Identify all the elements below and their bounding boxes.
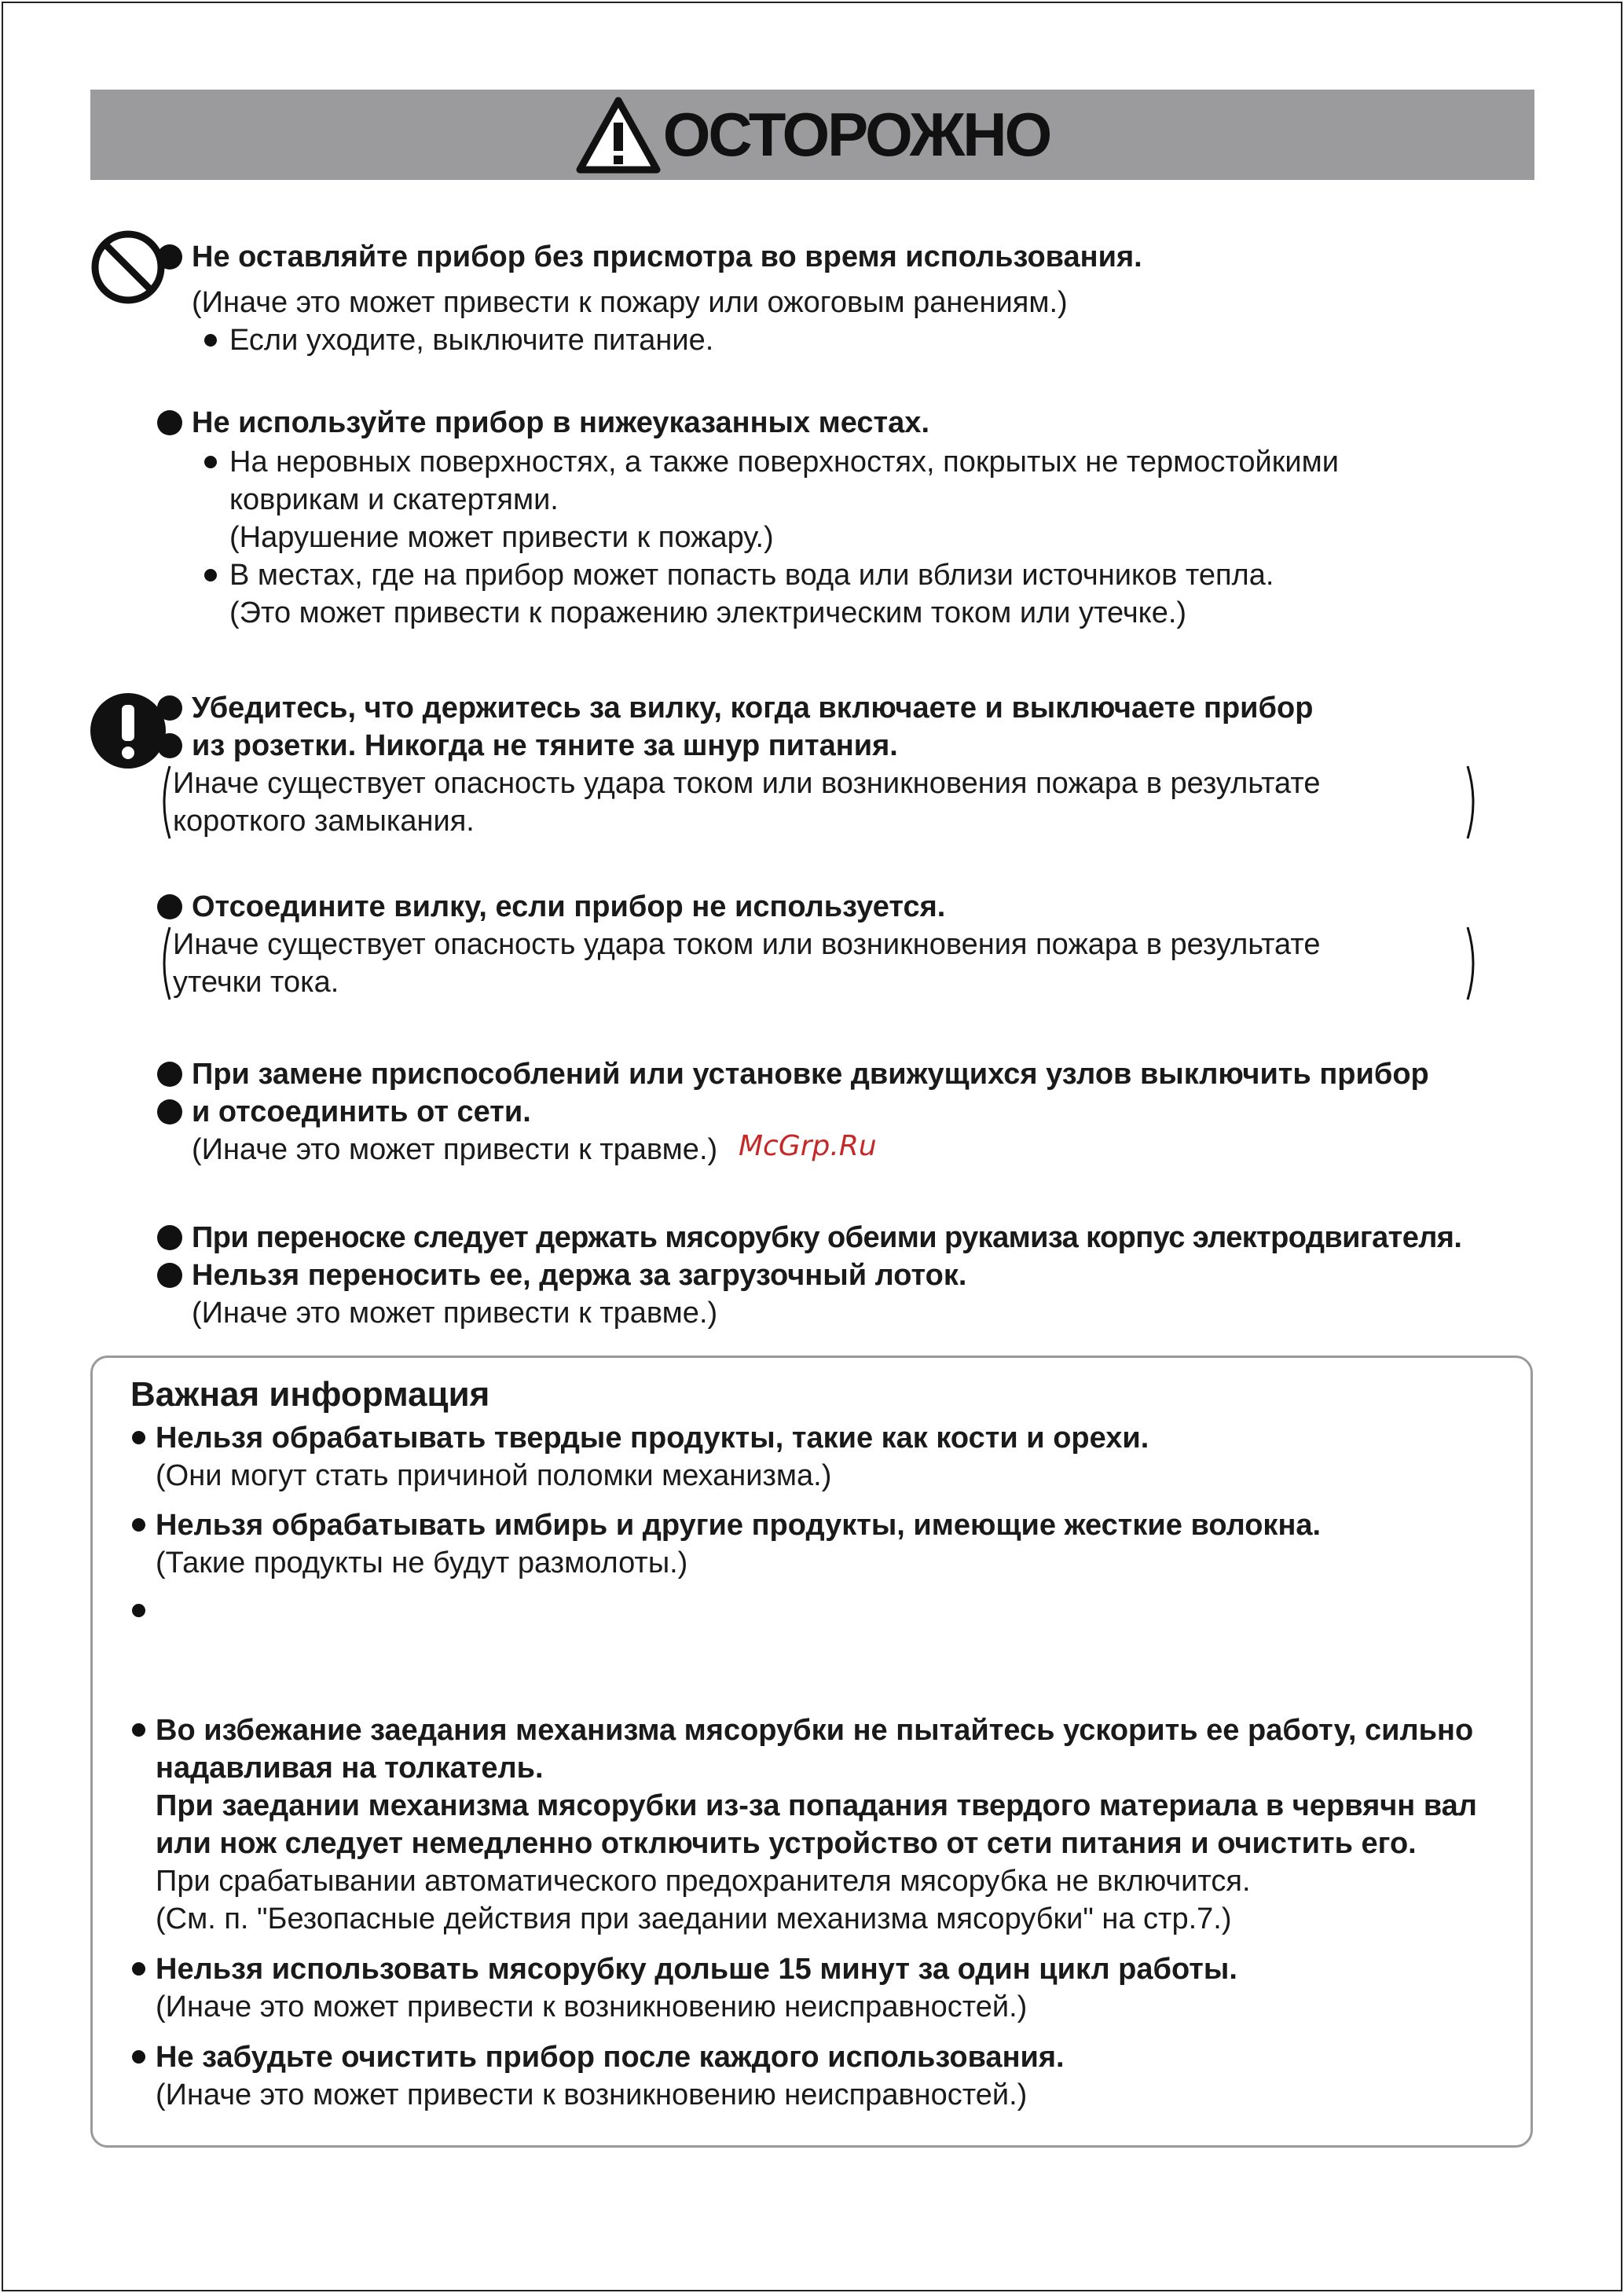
right-bracket bbox=[1465, 765, 1480, 840]
info-item-3 bbox=[156, 1711, 1523, 1938]
info-text: Не забудьте очистить прибор после каждого использования. bbox=[156, 2038, 1523, 2076]
prohibition-icon bbox=[89, 228, 167, 306]
warning-reason-block bbox=[129, 926, 1461, 1001]
warning-subitem-continued: коврикам и скатертями. bbox=[229, 483, 559, 516]
warning-reason: (Иначе это может привести к пожару или ожоговым ранениям.) bbox=[192, 286, 1068, 319]
warning-text: Убедитесь, что держитесь за вилку, когда включаете и выключаете прибор bbox=[192, 689, 1559, 727]
warning-reason-block bbox=[129, 765, 1461, 840]
info-item-1 bbox=[156, 1419, 1523, 1495]
warning-item-3 bbox=[173, 689, 1559, 840]
info-reason: (Иначе это может привести к возникновению неисправностей.) bbox=[156, 2078, 1028, 2111]
info-note: При срабатывании автоматического предохранителя мясорубка не включится. bbox=[156, 1865, 1251, 1898]
warning-text: Отсоедините вилку, если прибор не используется. bbox=[192, 888, 1559, 926]
info-text-continued: или нож следует немедленно отключить устройство от сети питания и очистить его. bbox=[156, 1827, 1417, 1860]
warning-item-2 bbox=[192, 404, 1559, 632]
info-item-4 bbox=[156, 1950, 1523, 2026]
info-text-continued: При заедании механизма мясорубки из-за попадания твердого материала в червячн вал bbox=[156, 1789, 1477, 1822]
warning-reason: Иначе существует опасность удара током или возникновения пожара в результате bbox=[173, 767, 1321, 800]
warning-reason: (Иначе это может привести к травме.) bbox=[192, 1297, 718, 1330]
info-text: Нельзя обрабатывать имбирь и другие продукты, имеющие жесткие волокна. bbox=[156, 1506, 1523, 1544]
warning-text-continued: из розетки. Никогда не тяните за шнур питания. bbox=[192, 727, 1559, 765]
info-item-5 bbox=[156, 2038, 1523, 2114]
info-text: Нельзя использовать мясорубку дольше 15 минут за один цикл работы. bbox=[156, 1950, 1523, 1988]
warning-subitem: В местах, где на прибор может попасть вода или вблизи источников тепла. bbox=[154, 556, 1559, 594]
warning-reason: Иначе существует опасность удара током или возникновения пожара в результате bbox=[173, 928, 1321, 961]
right-bracket bbox=[1465, 926, 1480, 1001]
info-reason: (Они могут стать причиной поломки механизма.) bbox=[156, 1459, 832, 1492]
warning-reason: короткого замыкания. bbox=[173, 805, 475, 838]
caution-header bbox=[90, 90, 1534, 180]
watermark: McGrp.Ru bbox=[739, 1130, 877, 1162]
warning-subitem: На неровных поверхностях, а также поверхностях, покрытых не термостойкими bbox=[154, 443, 1559, 481]
warning-text-continued: и отсоединить от сети. bbox=[192, 1093, 1559, 1131]
warning-reason: (Это может привести к поражению электрическим током или утечке.) bbox=[229, 596, 1187, 629]
warning-text: Не оставляйте прибор без присмотра во время использования. bbox=[192, 238, 1559, 276]
warning-triangle-icon bbox=[575, 96, 662, 174]
caution-title: ОСТОРОЖНО bbox=[662, 100, 1050, 169]
info-reason: (Такие продукты не будут размолоты.) bbox=[156, 1546, 688, 1579]
warning-item-4 bbox=[173, 888, 1559, 1001]
warning-text: При переноске следует держать мясорубку обеими рукамиза корпус электродвигателя. bbox=[192, 1219, 1543, 1257]
warning-item-6 bbox=[192, 1219, 1543, 1332]
warning-reason: утечки тока. bbox=[173, 966, 339, 999]
info-reason: (Иначе это может привести к возникновению неисправностей.) bbox=[156, 1990, 1028, 2023]
important-info-title: Важная информация bbox=[130, 1375, 490, 1414]
warning-text-continued: Нельзя переносить ее, держа за загрузочный лоток. bbox=[192, 1257, 1543, 1294]
info-note: (См. п. "Безопасные действия при заедании механизма мясорубки" на стр.7.) bbox=[156, 1902, 1232, 1935]
info-text: Во избежание заедания механизма мясорубки не пытайтесь ускорить ее работу, сильно bbox=[156, 1711, 1523, 1749]
warning-item-1 bbox=[192, 238, 1559, 359]
info-item-2 bbox=[156, 1506, 1523, 1582]
warning-reason: (Нарушение может привести к пожару.) bbox=[229, 521, 774, 554]
info-text: Нельзя обрабатывать твердые продукты, такие как кости и орехи. bbox=[156, 1419, 1523, 1457]
left-bracket bbox=[157, 926, 173, 1001]
warning-subitem: Если уходите, выключите питание. bbox=[154, 321, 1559, 359]
warning-reason: (Иначе это может привести к травме.) bbox=[192, 1133, 718, 1166]
warning-text: Не используйте прибор в нижеуказанных местах. bbox=[192, 404, 1559, 442]
left-bracket bbox=[157, 765, 173, 840]
info-text-continued: надавливая на толкатель. bbox=[156, 1752, 544, 1785]
warning-text: При замене приспособлений или установке движущихся узлов выключить прибор bbox=[192, 1055, 1559, 1093]
empty-bullet bbox=[132, 1604, 145, 1617]
exclamation-circle-icon bbox=[89, 692, 167, 770]
